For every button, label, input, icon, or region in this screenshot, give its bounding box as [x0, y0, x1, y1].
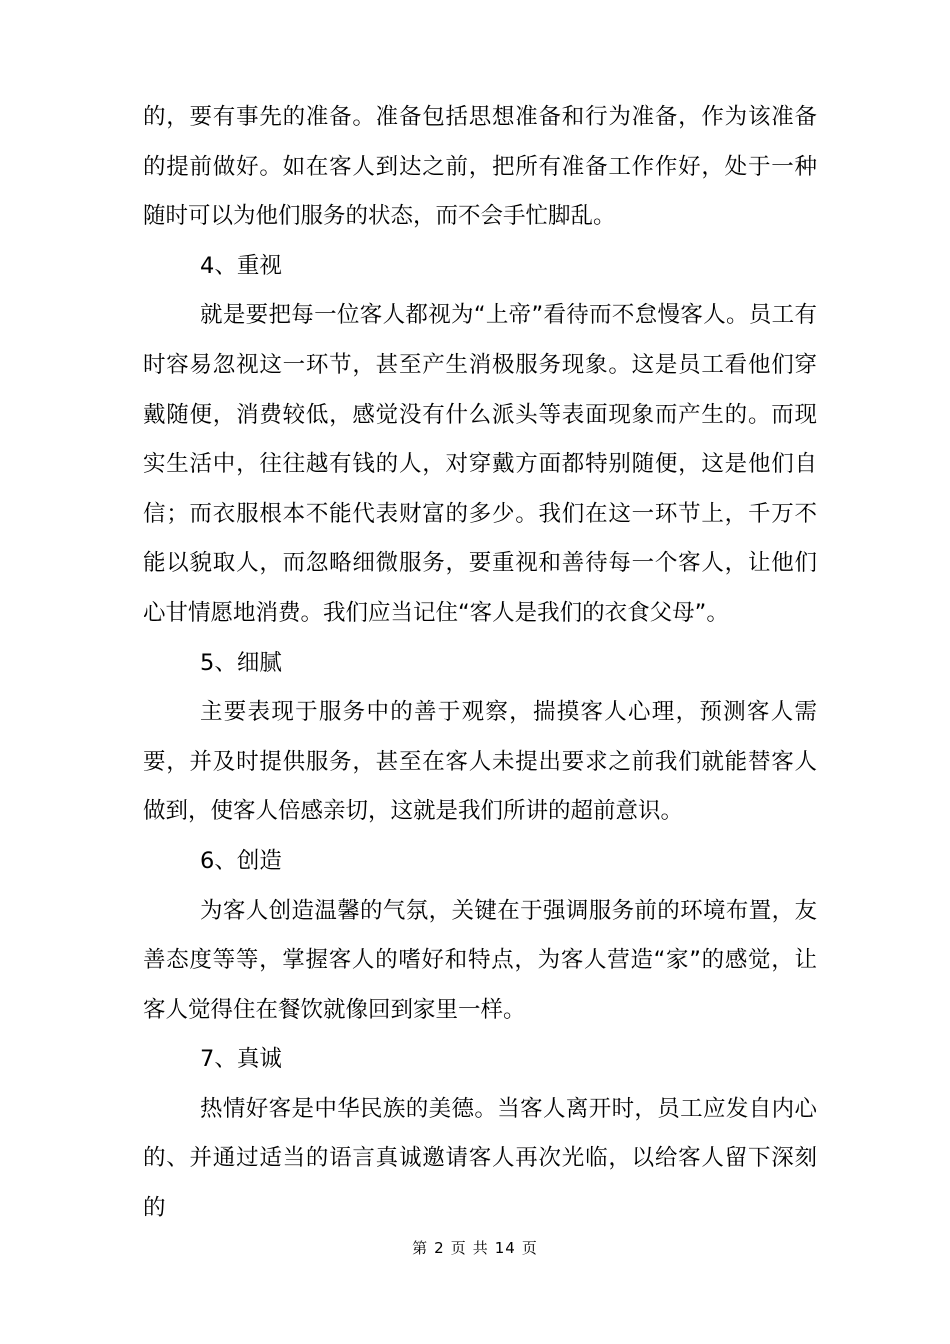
- footer-current-page: 2: [434, 1239, 445, 1257]
- footer-total-word: 共: [472, 1239, 489, 1257]
- paragraph-preparation-cont: 的，要有事先的准备。准备包括思想准备和行为准备，作为该准备的提前做好。如在客人到达之前，把所有准备工作作好，处于一种随时可以为他们服务的状态，而不会手忙脚乱。: [143, 104, 817, 230]
- heading-7-sincerity: 7、真诚: [200, 1046, 282, 1073]
- heading-6-create: 6、创造: [200, 847, 282, 874]
- footer-suffix: 页: [521, 1239, 538, 1257]
- body-text: [143, 93, 817, 1234]
- paragraph-attentive: 主要表现于服务中的善于观察，揣摸客人心理，预测客人需要，并及时提供服务，甚至在客人未提出要求之前我们就能替客人做到，使客人倍感亲切，这就是我们所讲的超前意识。: [143, 699, 817, 825]
- heading-5-attentive: 5、细腻: [200, 649, 282, 676]
- paragraph-attention: 就是要把每一位客人都视为“上帝”看待而不怠慢客人。员工有时容易忽视这一环节，甚至产生消极服务现象。这是员工看他们穿戴随便，消费较低，感觉没有什么派头等表面现象而产生的。而现实生活中，往往越有钱的人，对穿戴方面都特别随便，这是他们自信；而衣服根本不能代表财富的多少。我们在这一环节上，千万不能以貌取人，而忽略细微服务，要重视和善待每一个客人，让他们心甘情愿地消费。我们应当记住“客人是我们的衣食父母”。: [143, 302, 817, 626]
- page-footer: [0, 1238, 950, 1258]
- footer-total-pages: 14: [494, 1239, 516, 1257]
- paragraph-create: 为客人创造温馨的气氛，关键在于强调服务前的环境布置，友善态度等等，掌握客人的嗜好和特点，为客人营造“家”的感觉，让客人觉得住在餐饮就像回到家里一样。: [143, 897, 817, 1023]
- footer-page-word: 页: [450, 1239, 467, 1257]
- paragraph-sincerity: 热情好客是中华民族的美德。当客人离开时，员工应发自内心的、并通过适当的语言真诚邀请客人再次光临，以给客人留下深刻的: [143, 1095, 817, 1222]
- heading-4-attention: 4、重视: [200, 252, 282, 279]
- footer-prefix: 第: [412, 1239, 429, 1257]
